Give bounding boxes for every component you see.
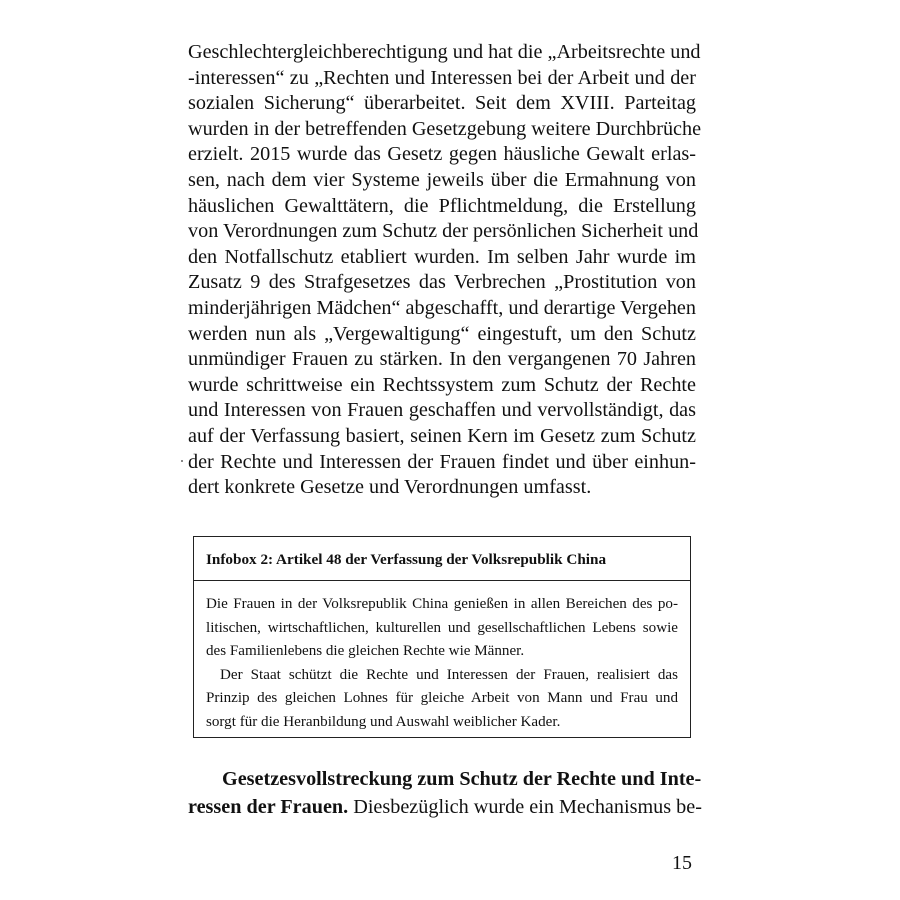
body-line: dert konkrete Gesetze und Verordnungen umfasst.: [188, 476, 592, 499]
infobox-line: Die Frauen in der Volksrepublik China genießen in allen Bereichen des po-: [206, 596, 678, 612]
infobox-line: sorgt für die Heranbildung und Auswahl weiblicher Kader.: [206, 713, 561, 730]
body-line: minderjährigen Mädchen“ abgeschafft, und derartige Vergehen: [188, 296, 696, 319]
body-line: erzielt. 2015 wurde das Gesetz gegen häusliche Gewalt erlas-: [188, 143, 696, 166]
body-line: -interessen“ zu „Rechten und Interessen bei der Arbeit und der: [188, 66, 696, 89]
body-line: und Interessen von Frauen geschaffen und vervollständigt, das: [188, 399, 696, 422]
body-line: unmündiger Frauen zu stärken. In den vergangenen 70 Jahren: [188, 348, 696, 371]
section-line: [188, 793, 702, 821]
body-line: sozialen Sicherung“ überarbeitet. Seit dem XVIII. Parteitag: [188, 92, 696, 115]
section-text: Diesbezüglich wurde ein Mechanismus be-: [348, 796, 702, 818]
infobox-line: des Familienlebens die gleichen Rechte wie Männer.: [206, 643, 525, 660]
body-line: Geschlechtergleichberechtigung und hat die „Arbeitsrechte und: [188, 41, 701, 63]
section-heading-end: ressen der Frauen.: [188, 796, 349, 818]
body-line: wurden in der betreffenden Gesetzgebung weitere Durchbrüche: [188, 117, 702, 140]
body-line: der Rechte und Interessen der Frauen findet und über einhun-: [188, 450, 696, 473]
body-line: Zusatz 9 des Strafgesetzes das Verbrechen „Prostitution von: [188, 271, 696, 294]
body-line: häuslichen Gewalttätern, die Pflichtmeldung, die Erstellung: [188, 194, 696, 217]
body-line: wurde schrittweise ein Rechtssystem zum Schutz der Rechte: [188, 373, 696, 396]
body-line: auf der Verfassung basiert, seinen Kern im Gesetz zum Schutz: [188, 424, 696, 447]
infobox-line: Der Staat schützt die Rechte und Interessen der Frauen, realisiert das: [220, 666, 678, 683]
section-intro: [188, 765, 702, 821]
body-line: den Notfallschutz etabliert wurden. Im selben Jahr wurde im: [188, 245, 696, 268]
infobox-body: [194, 581, 690, 735]
infobox: [193, 536, 691, 738]
infobox-line: litischen, wirtschaftlichen, kulturellen und gesellschaftlichen Lebens sowie: [206, 619, 678, 636]
body-line: sen, nach dem vier Systeme jeweils über die Ermahnung von: [188, 168, 696, 191]
margin-mark: [181, 460, 183, 462]
body-text: [188, 40, 702, 501]
body-line: von Verordnungen zum Schutz der persönlichen Sicherheit und: [188, 220, 699, 243]
body-line: werden nun als „Vergewaltigung“ eingestuft, um den Schutz: [188, 322, 696, 345]
infobox-line: Prinzip des gleichen Lohnes für gleiche Arbeit von Mann und Frau und: [206, 690, 678, 707]
page-number: 15: [672, 852, 692, 874]
section-heading: Gesetzesvollstreckung zum Schutz der Rechte und Inte-: [222, 768, 702, 790]
infobox-title: Infobox 2: Artikel 48 der Verfassung der Volksrepublik China: [194, 537, 690, 581]
